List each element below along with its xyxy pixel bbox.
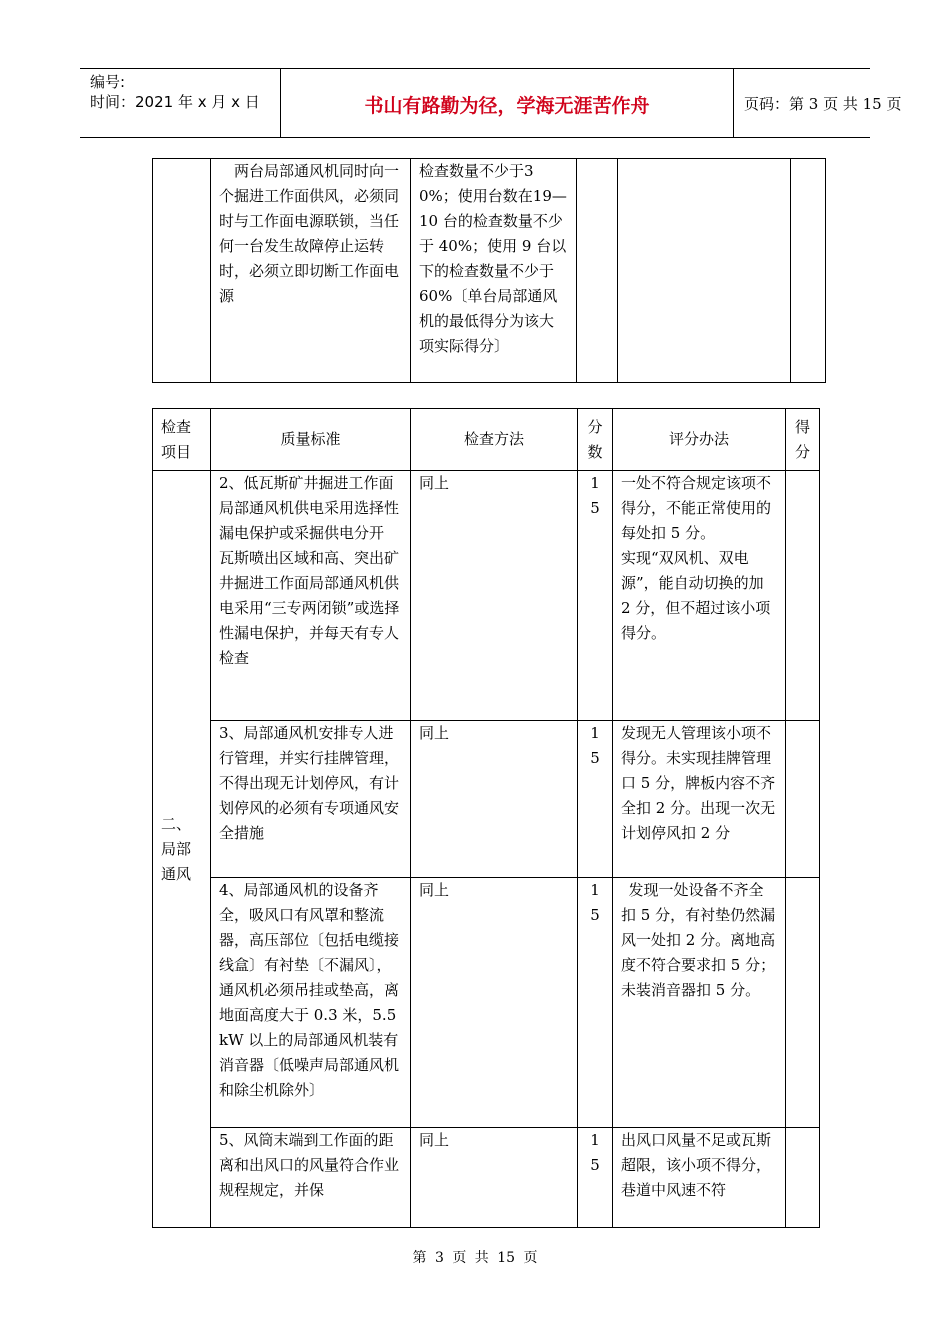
standard-cell: 3、局部通风机安排专人进行管理，并实行挂牌管理，不得出现无计划停风，有计划停风的必须有专项通风安全措施 (211, 721, 411, 878)
header-scoring: 评分办法 (613, 409, 786, 471)
continuation-table (152, 158, 826, 383)
document-time-label: 时间：2021 年 x 月 x 日 (90, 93, 260, 111)
standard-text-extra: 瓦斯喷出区域和高、突出矿井掘进工作面局部通风机供电采用“三专两闭锁”或选择性漏电保护，并每天有专人检查 (219, 549, 400, 667)
footer-page-unit: 页 (452, 1250, 467, 1266)
method-cell: 同上 (411, 721, 578, 878)
score-cell (786, 471, 820, 721)
points-cell: 15 (578, 878, 613, 1128)
header-score: 得分 (786, 409, 820, 471)
header-standard: 质量标准 (211, 409, 411, 471)
standard-cell: 4、局部通风机的设备齐全，吸风口有风罩和整流器，高压部位〔包括电缆接线盒〕有衬垫〔不漏风〕，通风机必须吊挂或垫高，离地面高度大于 0.3 米，5.5kW 以上的局部通风机装有消音器〔低噪声局部通风机和除尘机除外〕 (211, 878, 411, 1128)
scoring-cell (613, 471, 786, 721)
standard-cell: 5、风筒末端到工作面的距离和出风口的风量符合作业规程规定，并保 (211, 1128, 411, 1228)
standard-text: 2、低瓦斯矿井掘进工作面局部通风机供电采用选择性漏电保护或采掘供电分开 (219, 474, 400, 542)
table-header-row (153, 409, 820, 471)
score-cell (786, 878, 820, 1128)
footer-total-prefix: 共 (474, 1250, 489, 1266)
method-cell: 检查数量不少于30%；使用台数在19—10 台的检查数量不少于 40%；使用 9 台以下的检查数量不少于 60%〔单台局部通风机的最低得分为该大项实际得分〕 (411, 159, 577, 383)
points-cell: 15 (578, 721, 613, 878)
method-cell: 同上 (411, 878, 578, 1128)
header-points: 分数 (578, 409, 613, 471)
header-method: 检查方法 (411, 409, 578, 471)
standard-cell (211, 471, 411, 721)
footer-total-number: 15 (497, 1250, 516, 1266)
header-meta-cell (80, 69, 280, 137)
table-row (153, 721, 820, 878)
points-cell: 15 (578, 471, 613, 721)
empty-cell (618, 159, 791, 383)
header-page-info: 页码：第 3 页 共 15 页 (744, 95, 902, 113)
empty-cell (791, 159, 826, 383)
header-item: 检查项目 (153, 409, 211, 471)
table-row (153, 159, 826, 383)
method-cell: 同上 (411, 471, 578, 721)
footer-total-unit: 页 (523, 1250, 538, 1266)
score-cell (786, 721, 820, 878)
scoring-cell: 出风口风量不足或瓦斯超限，该小项不得分，巷道中风速不符 (613, 1128, 786, 1228)
empty-cell (577, 159, 618, 383)
table-row (153, 878, 820, 1128)
points-cell: 15 (578, 1128, 613, 1228)
table-row (153, 471, 820, 721)
category-cell: 二、局部通风 (153, 471, 211, 1228)
scoring-cell: 发现无人管理该小项不得分。未实现挂牌管理口 5 分，牌板内容不齐全扣 2 分。出现一次无计划停风扣 2 分 (613, 721, 786, 878)
score-cell (786, 1128, 820, 1228)
scoring-cell: 发现一处设备不齐全扣 5 分，有衬垫仍然漏风一处扣 2 分。离地高度不符合要求扣 5 分；未装消音器扣 5 分。 (613, 878, 786, 1128)
document-code-label: 编号: (90, 73, 126, 91)
standard-cell: 两台局部通风机同时向一个掘进工作面供风，必须同时与工作面电源联锁，当任何一台发生故障停止运转时，必须立即切断工作面电源 (211, 159, 411, 383)
inspection-table (152, 408, 820, 1228)
footer-page-prefix: 第 (412, 1250, 427, 1266)
method-cell: 同上 (411, 1128, 578, 1228)
page-header (80, 68, 902, 138)
header-motto-cell (280, 69, 734, 137)
empty-cell (153, 159, 211, 383)
scoring-text: 一处不符合规定该项不得分，不能正常使用的每处扣 5 分。 (621, 474, 772, 542)
scoring-text-extra: 实现“双风机、双电源”，能自动切换的加 2 分，但不超过该小项得分。 (621, 549, 771, 642)
motto-text: 书山有路勤为径，学海无涯苦作舟 (364, 95, 650, 117)
table-row (153, 1128, 820, 1228)
footer-page-number: 3 (434, 1250, 444, 1266)
page-footer (0, 1247, 950, 1267)
